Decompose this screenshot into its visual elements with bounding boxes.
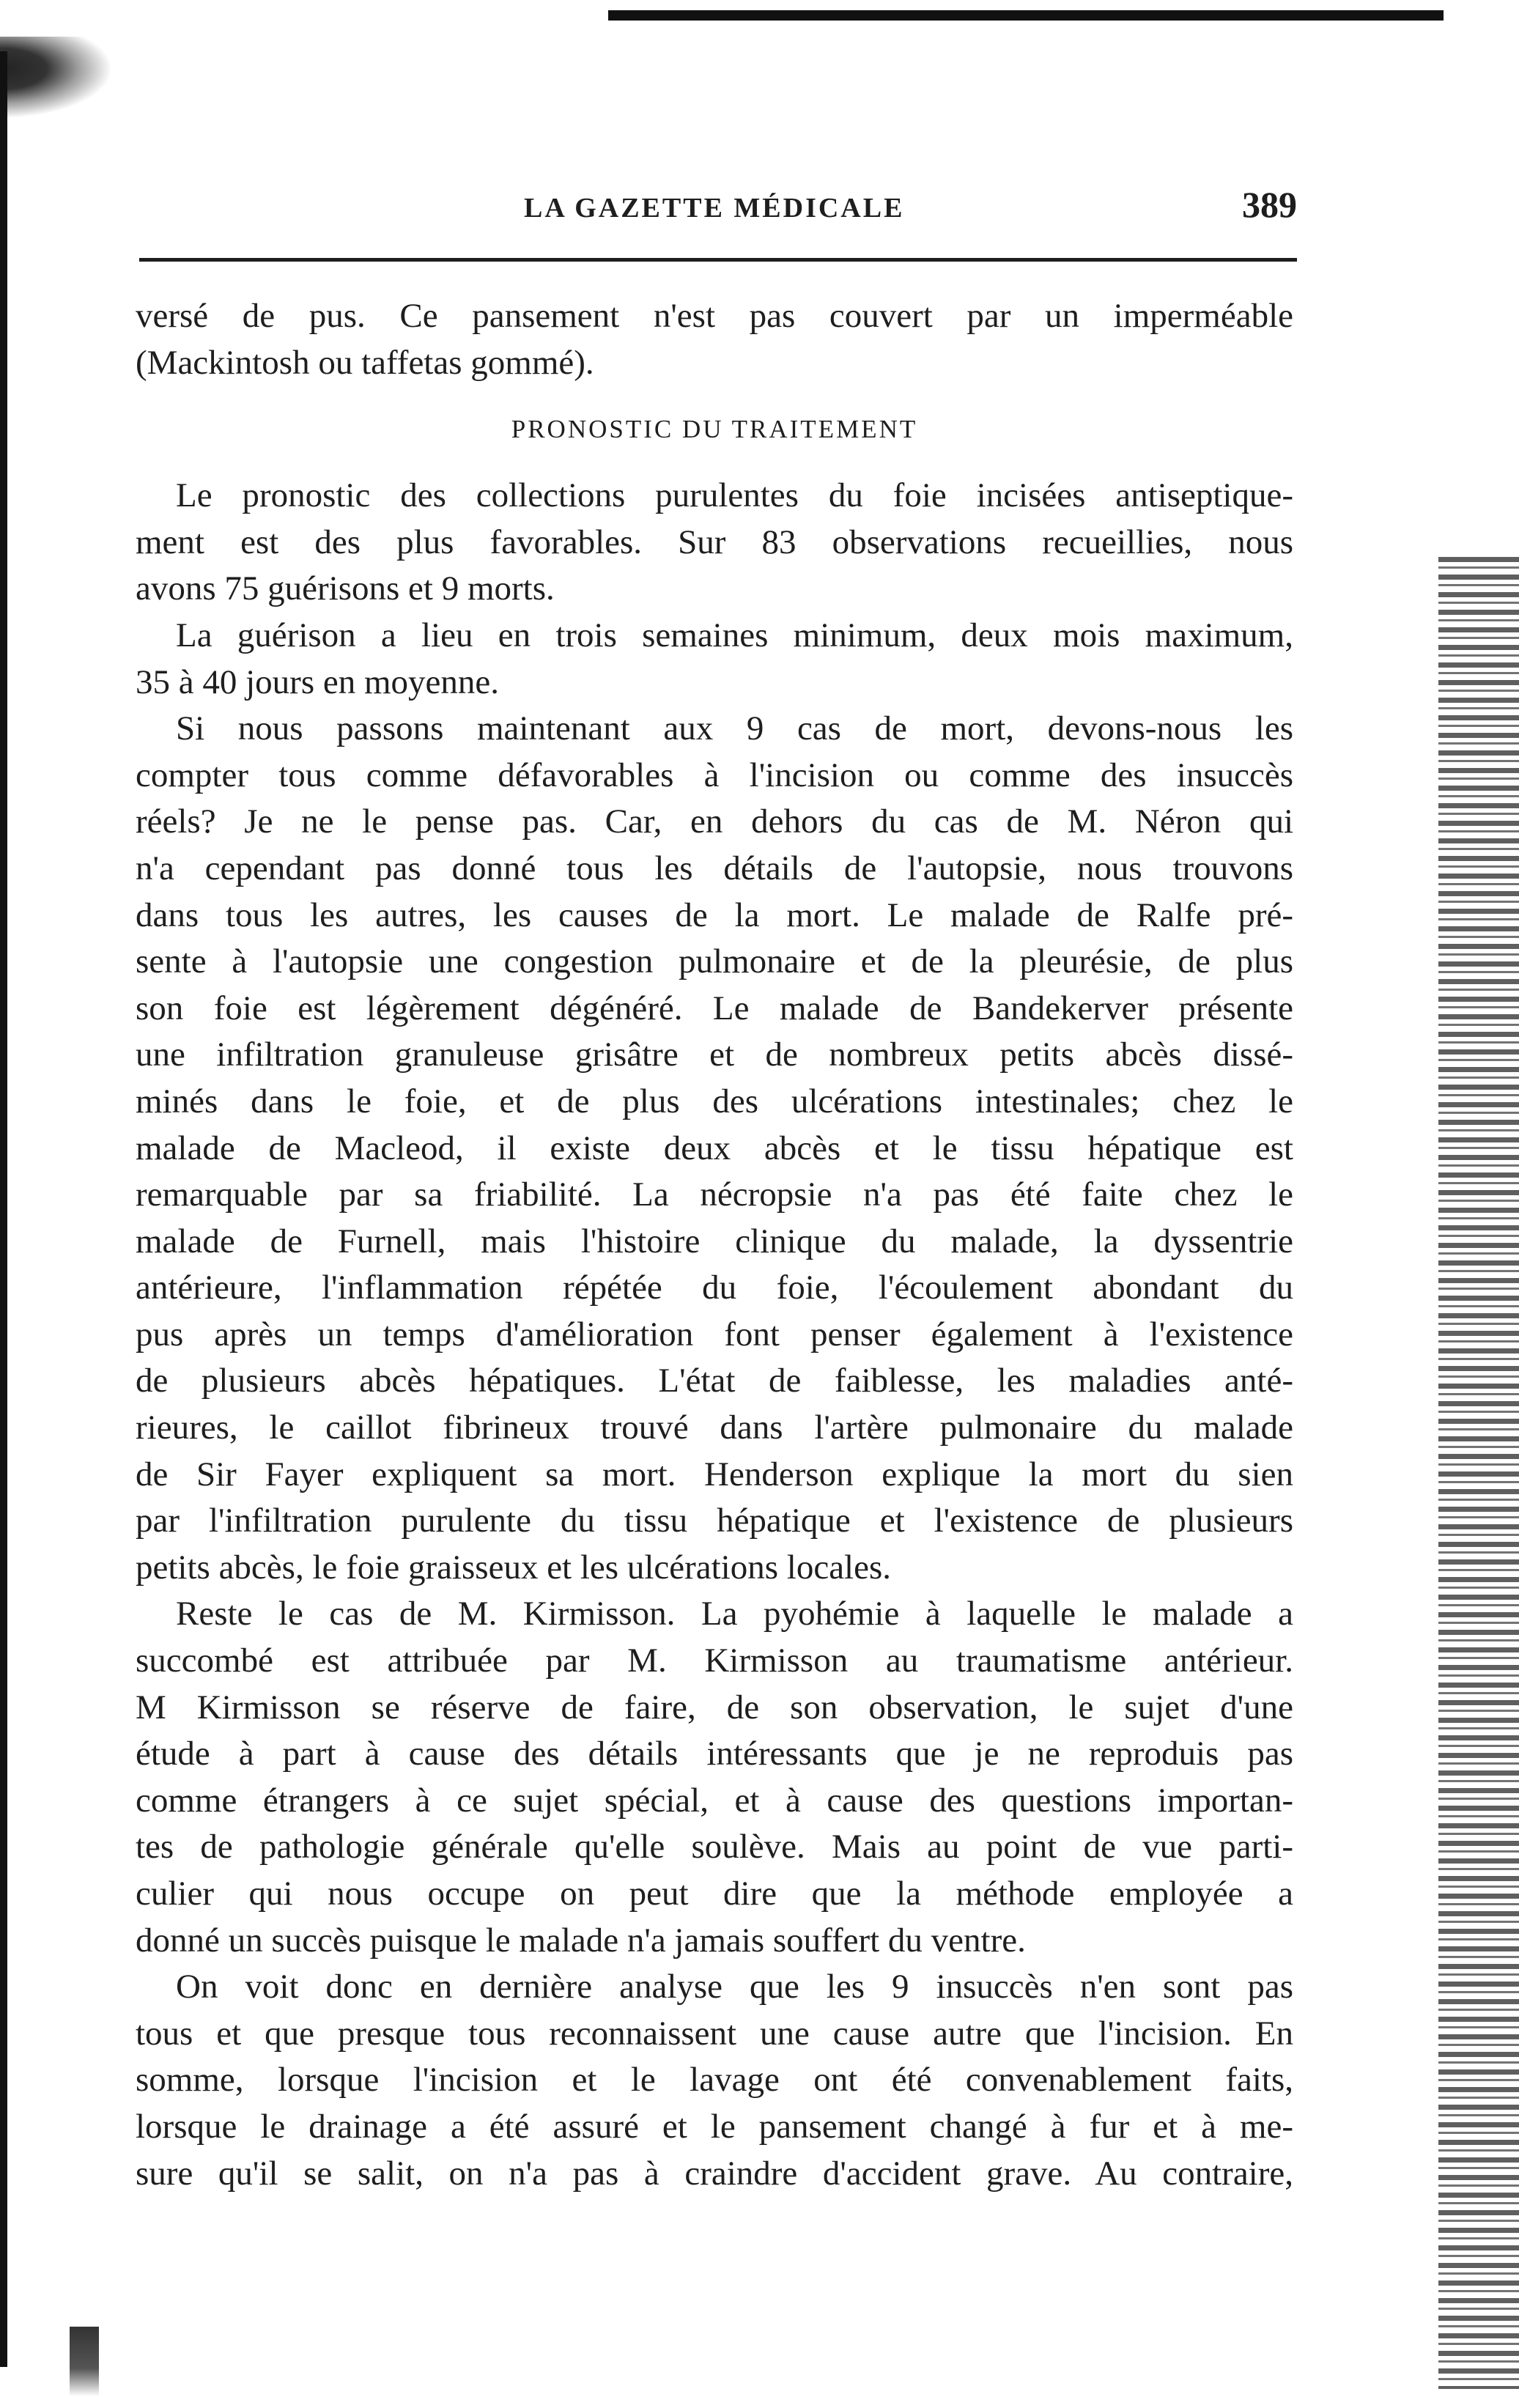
scan-edge-right: [1438, 557, 1519, 2389]
text-line: pus après un temps d'amélioration font penser également à l'existence: [136, 1315, 1293, 1353]
text-line: malade de Macleod, il existe deux abcès et le tissu hépatique est: [136, 1129, 1293, 1167]
text-line: tous et que presque tous reconnaissent une cause autre que l'incision. En: [136, 2014, 1293, 2053]
scan-mark-bottom: [70, 2327, 99, 2396]
text-line: La guérison a lieu en trois semaines minimum, deux mois maximum,: [176, 616, 1293, 654]
page-number: 389: [1242, 184, 1297, 225]
text-line: avons 75 guérisons et 9 morts.: [136, 569, 555, 608]
text-line: ment est des plus favorables. Sur 83 observations recueillies, nous: [136, 522, 1293, 561]
scan-edge-left: [0, 51, 7, 2367]
scan-edge-top: [608, 10, 1444, 21]
text-line: remarquable par sa friabilité. La nécropsie n'a pas été faite chez le: [136, 1175, 1293, 1214]
article-body: [136, 293, 1293, 2197]
text-line: compter tous comme défavorables à l'incision ou comme des insuccès: [136, 756, 1293, 794]
text-line: On voit donc en dernière analyse que les 9 insuccès n'en sont pas: [176, 1968, 1293, 2006]
text-line: (Mackintosh ou taffetas gommé).: [136, 343, 594, 382]
text-line: par l'infiltration purulente du tissu hépatique et l'existence de plusieurs: [136, 1502, 1293, 1540]
text-line: sente à l'autopsie une congestion pulmonaire et de la pleurésie, de plus: [136, 942, 1293, 981]
running-head: [139, 183, 1297, 234]
text-line: son foie est légèrement dégénéré. Le malade de Bandekerver présente: [136, 989, 1293, 1027]
text-line: malade de Furnell, mais l'histoire clinique du malade, la dyssentrie: [136, 1222, 1293, 1260]
section-heading: PRONOSTIC DU TRAITEMENT: [511, 415, 918, 444]
text-line: n'a cependant pas donné tous les détails de l'autopsie, nous trouvons: [136, 849, 1293, 887]
text-line: lorsque le drainage a été assuré et le pansement changé à fur et à me-: [136, 2107, 1293, 2146]
text-line: versé de pus. Ce pansement n'est pas couvert par un imperméable: [136, 297, 1293, 335]
text-line: une infiltration granuleuse grisâtre et de nombreux petits abcès dissé-: [136, 1035, 1293, 1074]
text-line: sure qu'il se salit, on n'a pas à craindre d'accident grave. Au contraire,: [136, 2154, 1293, 2193]
text-line: 35 à 40 jours en moyenne.: [136, 662, 500, 701]
text-line: petits abcès, le foie graisseux et les ulcérations locales.: [136, 1548, 892, 1587]
text-line: rieures, le caillot fibrineux trouvé dans l'artère pulmonaire du malade: [136, 1408, 1293, 1447]
journal-title: LA GAZETTE MÉDICALE: [524, 193, 905, 224]
text-line: tes de pathologie générale qu'elle soulève. Mais au point de vue parti-: [136, 1828, 1293, 1866]
text-line: réels? Je ne le pense pas. Car, en dehors du cas de M. Néron qui: [136, 802, 1293, 841]
text-line: minés dans le foie, et de plus des ulcérations intestinales; chez le: [136, 1082, 1293, 1120]
text-line: étude à part à cause des détails intéressants que je ne reproduis pas: [136, 1735, 1293, 1773]
text-line: de Sir Fayer expliquent sa mort. Henderson explique la mort du sien: [136, 1455, 1293, 1493]
text-line: comme étrangers à ce sujet spécial, et à cause des questions importan-: [136, 1781, 1293, 1820]
text-line: Si nous passons maintenant aux 9 cas de mort, devons-nous les: [176, 709, 1293, 748]
scan-shadow-corner: [0, 37, 110, 117]
text-line: M Kirmisson se réserve de faire, de son observation, le sujet d'une: [136, 1688, 1293, 1726]
text-line: Le pronostic des collections purulentes du foie incisées antiseptique-: [176, 476, 1293, 515]
text-line: succombé est attribuée par M. Kirmisson au traumatisme antérieur.: [136, 1641, 1293, 1680]
text-line: dans tous les autres, les causes de la mort. Le malade de Ralfe pré-: [136, 895, 1293, 934]
text-line: Reste le cas de M. Kirmisson. La pyohémie à laquelle le malade a: [176, 1595, 1293, 1633]
text-line: donné un succès puisque le malade n'a jamais souffert du ventre.: [136, 1921, 1026, 1960]
text-line: de plusieurs abcès hépatiques. L'état de faiblesse, les maladies anté-: [136, 1362, 1293, 1400]
text-line: somme, lorsque l'incision et le lavage ont été convenablement faits,: [136, 2061, 1293, 2099]
text-line: culier qui nous occupe on peut dire que la méthode employée a: [136, 1875, 1293, 1913]
text-line: antérieure, l'inflammation répétée du foie, l'écoulement abondant du: [136, 1268, 1293, 1307]
header-rule: [139, 258, 1297, 262]
